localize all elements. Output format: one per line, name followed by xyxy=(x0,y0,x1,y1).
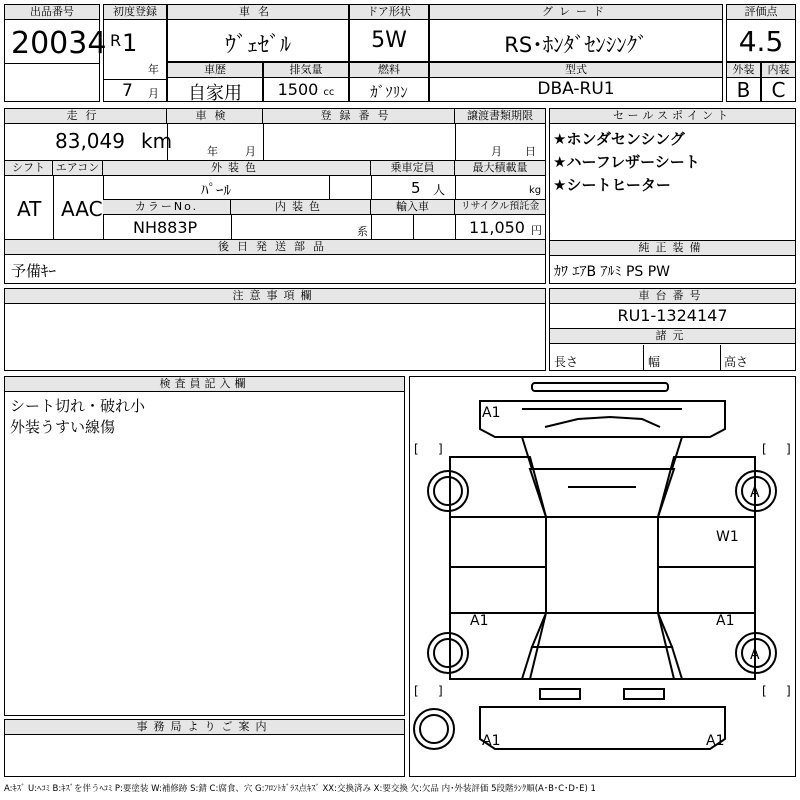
car-diagram-svg xyxy=(410,377,795,776)
shift-label: シフト xyxy=(5,161,53,176)
inspector-line: 外装うすい線傷 xyxy=(10,418,116,436)
capacity: 5 xyxy=(411,179,421,197)
reg-no-label: 登録番号 xyxy=(263,109,455,124)
score-cell xyxy=(726,4,796,62)
displacement-label: 排気量 xyxy=(264,63,348,78)
month-unit: 月 xyxy=(148,87,159,100)
registration-year: 1 xyxy=(122,29,138,57)
sales-point: ★ホンダセンシング xyxy=(553,130,685,148)
history: 自家用 xyxy=(188,83,242,104)
inspection-year-unit: 年 xyxy=(207,145,218,158)
car-name-cell xyxy=(167,4,349,62)
lot-number: 20034 xyxy=(11,26,107,61)
lot-number-cell xyxy=(4,4,107,102)
import-label: 輸入車 xyxy=(371,200,455,215)
transfer-label: 譲渡書類期限 xyxy=(455,109,545,124)
mileage: 83,049 xyxy=(55,129,125,153)
displacement-unit: cc xyxy=(323,87,335,98)
bracket-mark: ] xyxy=(786,684,791,698)
bracket-mark: [ xyxy=(414,684,419,698)
width-label: 幅 xyxy=(648,355,661,369)
damage-mark: A1 xyxy=(482,733,501,749)
inspector-block xyxy=(4,376,405,716)
sales-point: ★シートヒーター xyxy=(553,176,671,194)
door-type: 5W xyxy=(371,28,407,53)
sales-point: ★ハーフレザーシート xyxy=(553,153,700,171)
score-label: 評価点 xyxy=(727,5,795,20)
score: 4.5 xyxy=(738,25,784,58)
grade: RS･ﾎﾝﾀﾞｾﾝｼﾝｸﾞ xyxy=(504,33,648,57)
length-label: 長さ xyxy=(554,355,579,369)
dims-label: 諸元 xyxy=(550,328,795,344)
inspector-label: 検査員記入欄 xyxy=(5,377,404,392)
history-label: 車歴 xyxy=(168,63,262,78)
chassis-label: 車台番号 xyxy=(550,289,795,304)
capacity-label: 乗車定員 xyxy=(371,161,455,176)
bracket-mark: ] xyxy=(438,684,443,698)
exterior-label: 外装 xyxy=(727,63,760,78)
damage-mark: A1 xyxy=(470,613,489,629)
damage-mark: A1 xyxy=(706,733,725,749)
office-block xyxy=(4,719,405,777)
mileage-label: 走行 xyxy=(5,109,167,124)
later-parts: 予備ｷｰ xyxy=(11,262,57,280)
door-cell xyxy=(349,4,429,62)
model-cell xyxy=(429,62,723,102)
ext-color: ﾊﾟｰﾙ xyxy=(201,181,232,199)
sales-points-block xyxy=(549,108,796,284)
car-name: ｳﾞｪｾﾞﾙ xyxy=(224,33,291,58)
exterior-score: B xyxy=(736,78,751,102)
color-no: NH883P xyxy=(133,218,198,237)
grade-cell xyxy=(429,4,723,62)
aircon: AAC xyxy=(61,197,103,221)
lot-number-label: 出品番号 xyxy=(5,5,99,20)
mileage-unit: km xyxy=(141,129,173,153)
damage-mark: A1 xyxy=(716,613,735,629)
model: DBA-RU1 xyxy=(537,79,615,99)
damage-diagram xyxy=(409,376,796,777)
first-registration-cell xyxy=(103,4,167,102)
recycle-amount: 11,050 xyxy=(469,218,525,237)
displacement: 1500 xyxy=(277,80,319,99)
damage-mark: W1 xyxy=(716,529,739,545)
damage-mark: A xyxy=(750,647,760,663)
interior-label: 内装 xyxy=(762,63,795,78)
max-load-label: 最大積載量 xyxy=(455,161,545,176)
history-cell xyxy=(167,62,263,102)
inspection-label: 車検 xyxy=(167,109,263,124)
recycle-unit: 円 xyxy=(531,224,542,237)
later-parts-label: 後日発送部品 xyxy=(5,240,545,255)
max-load-unit: kg xyxy=(529,185,542,196)
legend: A:ｷｽﾞ U:ﾍｺﾐ B:ｷｽﾞを伴うﾍｺﾐ P:要塗装 W:補修跡 S:錆 C:腐食、穴 G:ﾌﾛﾝﾄｶﾞﾗｽ点ｷｽﾞ XX:交換済み X:要交換 欠:欠品 内･外装評価 5段階ﾗﾝｸ順(A･B･C･D･E) 1 xyxy=(4,784,596,794)
bracket-mark: ] xyxy=(786,442,791,456)
office-label: 事務局よりご案内 xyxy=(5,720,404,735)
exterior-cell xyxy=(726,62,761,102)
displacement-cell xyxy=(263,62,349,102)
equipment-label: 純正装備 xyxy=(550,240,795,256)
fuel: ｶﾞｿﾘﾝ xyxy=(370,83,408,101)
bracket-mark: ] xyxy=(438,442,443,456)
bracket-mark: [ xyxy=(414,442,419,456)
chassis-block xyxy=(549,288,796,371)
registration-month: 7 xyxy=(122,81,133,101)
color-no-label: カラーNo. xyxy=(103,200,231,215)
height-label: 高さ xyxy=(724,355,749,369)
notes-block xyxy=(4,288,546,371)
interior-cell xyxy=(761,62,796,102)
first-registration-label: 初度登録 xyxy=(104,5,166,20)
inspection-month-unit: 月 xyxy=(245,145,256,158)
grade-label: グレード xyxy=(430,5,722,20)
damage-mark: A1 xyxy=(482,405,501,421)
door-label: ドア形状 xyxy=(350,5,428,20)
ext-color-label: 外装色 xyxy=(103,161,371,176)
inspector-line: シート切れ・破れ小 xyxy=(10,397,146,415)
sales-points-label: セールスポイント xyxy=(550,109,795,124)
details-block xyxy=(4,108,546,284)
equipment: ｶﾜ ｴｱB ｱﾙﾐ PS PW xyxy=(554,264,671,280)
int-color-unit: 系 xyxy=(357,225,368,238)
fuel-label: 燃料 xyxy=(350,63,428,78)
aircon-label: エアコン xyxy=(53,161,103,176)
transfer-day-text: 日 xyxy=(525,145,536,158)
model-label: 型式 xyxy=(430,63,722,78)
transfer-month-unit: 月 xyxy=(491,145,502,158)
int-color-label: 内装色 xyxy=(231,200,371,215)
chassis-number: RU1-1324147 xyxy=(617,306,728,325)
fuel-cell xyxy=(349,62,429,102)
damage-mark: A xyxy=(750,485,760,501)
notes-label: 注意事項欄 xyxy=(5,289,545,304)
interior-score: C xyxy=(771,78,786,102)
bracket-mark: [ xyxy=(762,442,767,456)
capacity-unit: 人 xyxy=(433,183,446,197)
shift: AT xyxy=(17,197,42,221)
car-name-label: 車名 xyxy=(168,5,348,20)
bracket-mark: [ xyxy=(762,684,767,698)
recycle-label: リサイクル預託金 xyxy=(455,200,545,215)
year-unit: 年 xyxy=(148,63,159,76)
era: R xyxy=(110,31,122,50)
